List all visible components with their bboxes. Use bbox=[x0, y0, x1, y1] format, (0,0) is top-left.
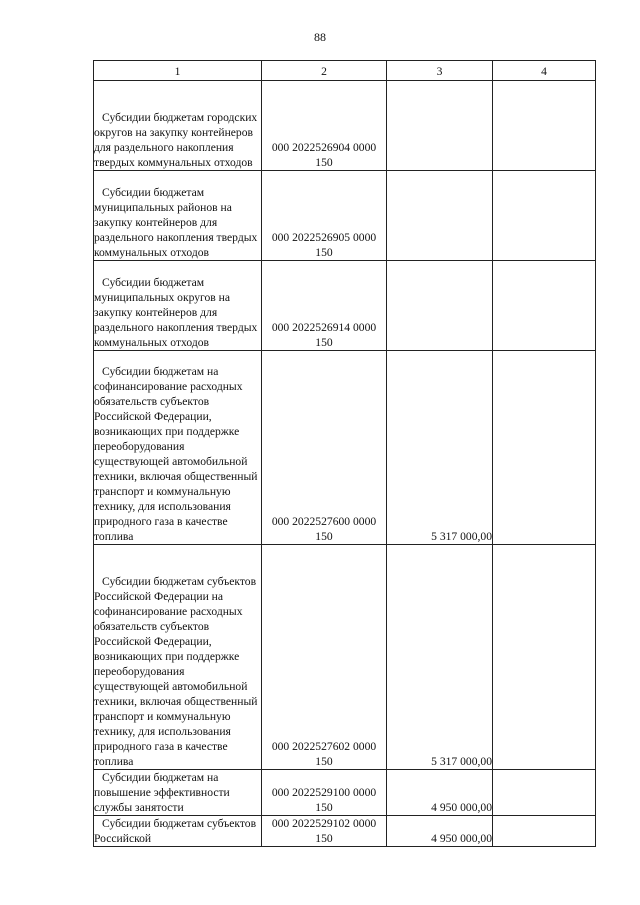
column-header-2: 2 bbox=[262, 61, 387, 81]
row-col4 bbox=[493, 261, 596, 351]
row-description: Субсидии бюджетам на повышение эффективности службы занятости bbox=[94, 770, 262, 816]
row-amount: 4 950 000,00 bbox=[387, 816, 493, 847]
row-budget-code: 000 2022529102 0000 150 bbox=[262, 816, 387, 847]
budget-table bbox=[93, 60, 596, 847]
page-number: 88 bbox=[314, 30, 326, 44]
row-description: Субсидии бюджетам муниципальных округов на закупку контейнеров для раздельного накопления твердых коммунальных отходов bbox=[94, 261, 262, 351]
table-row bbox=[94, 545, 596, 770]
row-amount: 5 317 000,00 bbox=[387, 351, 493, 545]
row-col4 bbox=[493, 816, 596, 847]
row-amount bbox=[387, 261, 493, 351]
table-row bbox=[94, 171, 596, 261]
row-description: Субсидии бюджетам субъектов Российской Федерации на софинансирование расходных обязательств субъектов Российской Федерации, возникающих при поддержке переоборудования существующей автомобильной техники, включая общественный транспорт и коммунальную технику, для использования природного газа в качестве топлива bbox=[94, 545, 262, 770]
row-budget-code: 000 2022526905 0000 150 bbox=[262, 171, 387, 261]
row-amount: 4 950 000,00 bbox=[387, 770, 493, 816]
column-header-3: 3 bbox=[387, 61, 493, 81]
column-header-1: 1 bbox=[94, 61, 262, 81]
table-row bbox=[94, 261, 596, 351]
row-description: Субсидии бюджетам городских округов на закупку контейнеров для раздельного накопления твердых коммунальных отходов bbox=[94, 81, 262, 171]
row-amount bbox=[387, 171, 493, 261]
table-row bbox=[94, 81, 596, 171]
table-row bbox=[94, 816, 596, 847]
row-amount: 5 317 000,00 bbox=[387, 545, 493, 770]
row-budget-code: 000 2022527602 0000 150 bbox=[262, 545, 387, 770]
row-budget-code: 000 2022526904 0000 150 bbox=[262, 81, 387, 171]
row-amount bbox=[387, 81, 493, 171]
row-budget-code: 000 2022526914 0000 150 bbox=[262, 261, 387, 351]
row-budget-code: 000 2022527600 0000 150 bbox=[262, 351, 387, 545]
row-col4 bbox=[493, 770, 596, 816]
table-header-row bbox=[94, 61, 596, 81]
column-header-4: 4 bbox=[493, 61, 596, 81]
row-budget-code: 000 2022529100 0000 150 bbox=[262, 770, 387, 816]
table-row bbox=[94, 351, 596, 545]
row-col4 bbox=[493, 81, 596, 171]
row-description: Субсидии бюджетам субъектов Российской bbox=[94, 816, 262, 847]
row-col4 bbox=[493, 351, 596, 545]
row-description: Субсидии бюджетам на софинансирование расходных обязательств субъектов Российской Федерации, возникающих при поддержке переоборудования существующей автомобильной техники, включая общественный транспорт и коммунальную технику, для использования природного газа в качестве топлива bbox=[94, 351, 262, 545]
table-row bbox=[94, 770, 596, 816]
row-col4 bbox=[493, 171, 596, 261]
row-description: Субсидии бюджетам муниципальных районов на закупку контейнеров для раздельного накопления твердых коммунальных отходов bbox=[94, 171, 262, 261]
row-col4 bbox=[493, 545, 596, 770]
